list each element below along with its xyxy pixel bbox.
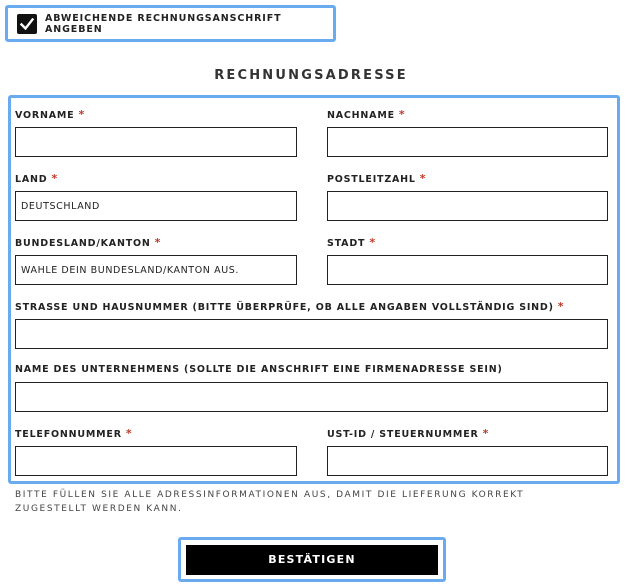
required-marker: * bbox=[557, 300, 565, 313]
required-marker: * bbox=[78, 108, 85, 121]
required-marker: * bbox=[419, 172, 427, 185]
tax-id-input[interactable] bbox=[327, 446, 608, 476]
company-label: NAME DES UNTERNEHMENS (SOLLTE DIE ANSCHRIFT EINE FIRMENADRESSE SEIN) bbox=[15, 364, 503, 375]
last-name-label: NACHNAME * bbox=[327, 108, 406, 121]
confirm-button[interactable]: BESTÄTIGEN bbox=[186, 545, 438, 575]
company-input[interactable] bbox=[15, 382, 608, 412]
state-label: BUNDESLAND/KANTON * bbox=[15, 236, 162, 249]
required-marker: * bbox=[369, 236, 376, 249]
required-marker: * bbox=[154, 236, 162, 249]
postal-code-label: POSTLEITZAHL * bbox=[327, 172, 427, 185]
section-title: RECHNUNGSADRESSE bbox=[214, 68, 408, 83]
city-input[interactable] bbox=[327, 255, 608, 285]
country-select[interactable] bbox=[15, 191, 297, 221]
billing-address-toggle[interactable] bbox=[5, 5, 336, 42]
checkmark-icon bbox=[19, 16, 35, 32]
required-marker: * bbox=[398, 108, 406, 121]
last-name-input[interactable] bbox=[327, 127, 608, 157]
confirm-button-frame bbox=[178, 537, 446, 582]
first-name-label: VORNAME * bbox=[15, 108, 85, 121]
postal-code-input[interactable] bbox=[327, 191, 608, 221]
address-hint-text: BITTE FÜLLEN SIE ALLE ADRESSINFORMATIONEN AUS, DAMIT DIE LIEFERUNG KORREKT ZUGESTELLT WERDEN KANN. bbox=[15, 490, 525, 514]
billing-address-toggle-label: ABWEICHENDE RECHNUNGSANSCHRIFT ANGEBEN bbox=[45, 12, 282, 35]
checkbox-checked[interactable] bbox=[17, 14, 37, 34]
required-marker: * bbox=[51, 172, 59, 185]
state-select[interactable] bbox=[15, 255, 297, 285]
phone-label: TELEFONNUMMER * bbox=[15, 427, 133, 440]
tax-id-label: UST-ID / STEUERNUMMER * bbox=[327, 427, 490, 440]
street-label: STRASSE UND HAUSNUMMER (BITTE ÜBERPRÜFE, OB ALLE ANGABEN VOLLSTÄNDIG SIND) * bbox=[15, 300, 565, 313]
street-input[interactable] bbox=[15, 319, 608, 349]
required-marker: * bbox=[482, 427, 490, 440]
country-label: LAND * bbox=[15, 172, 59, 185]
required-marker: * bbox=[125, 427, 133, 440]
first-name-input[interactable] bbox=[15, 127, 297, 157]
phone-input[interactable] bbox=[15, 446, 297, 476]
city-label: STADT * bbox=[327, 236, 376, 249]
